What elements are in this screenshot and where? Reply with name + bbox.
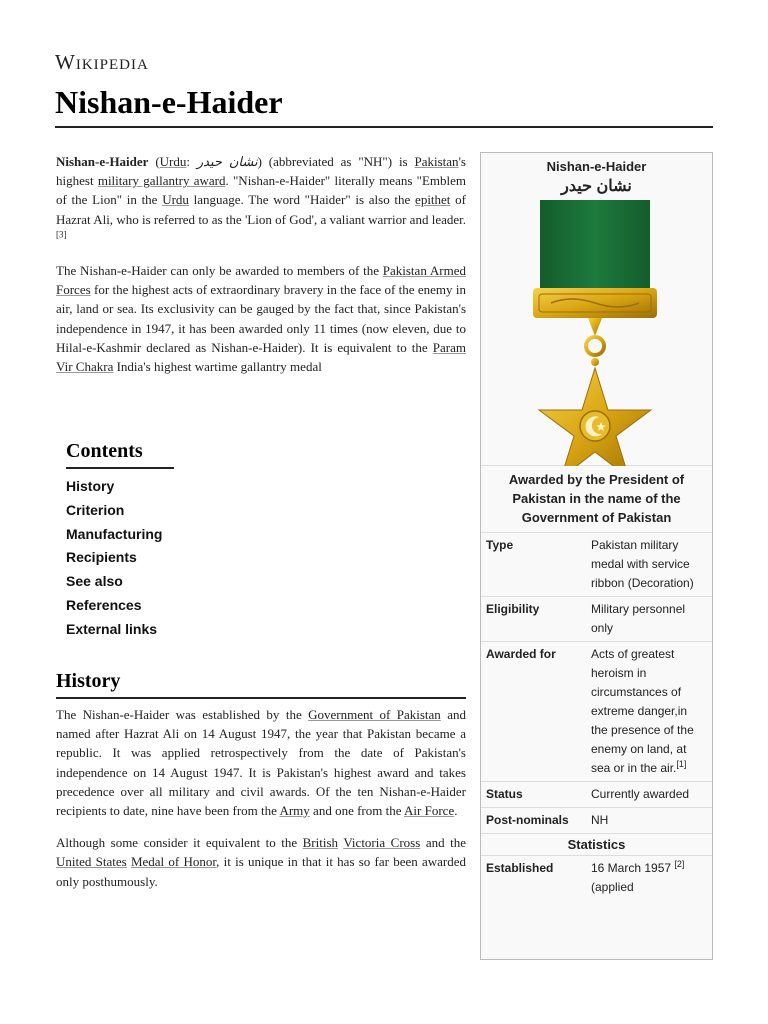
reference-1[interactable]: [1] — [676, 759, 687, 769]
united-states-link[interactable]: United States — [56, 854, 127, 870]
toc-list — [66, 475, 174, 642]
intro-section — [56, 152, 466, 389]
toc-item-manufacturing[interactable]: Manufacturing — [66, 525, 163, 542]
infobox-title: Nishan-e-Haider — [546, 159, 647, 174]
medal-suspension-ring — [586, 337, 604, 355]
medal-of-honor-link[interactable]: Medal of Honor — [130, 854, 217, 870]
history-divider — [56, 697, 466, 699]
toc-item-external-links[interactable]: External links — [66, 620, 158, 637]
infobox — [480, 152, 713, 960]
urdu-link[interactable]: Urdu — [159, 154, 187, 169]
infobox-row-awarded-for: Awarded for Acts of greatest heroism in circumstances of extreme danger,in the presence of the enemy on land, at sea or in the air.[1] — [481, 642, 712, 782]
reference-3[interactable]: [3] — [56, 229, 67, 240]
epithet-link[interactable]: epithet — [415, 192, 451, 208]
article-subject: Nishan-e-Haider — [56, 154, 149, 169]
infobox-urdu-title: نشان حیدر — [561, 178, 632, 195]
toc-item-references[interactable]: References — [66, 596, 142, 613]
military-gallantry-award-link[interactable]: military gallantry award — [97, 173, 226, 189]
toc-item-history[interactable]: History — [66, 478, 115, 494]
param-vir-chakra-link[interactable]: Param Vir Chakra — [56, 339, 466, 375]
history-heading: History — [56, 670, 121, 692]
urdu-name: نشان حیدر — [196, 154, 258, 169]
government-of-pakistan-link[interactable]: Government of Pakistan — [308, 707, 441, 722]
medal-ribbon — [540, 200, 650, 292]
toc-item-recipients[interactable]: Recipients — [66, 549, 137, 566]
reference-2[interactable]: [2] — [674, 859, 685, 869]
medal-image[interactable] — [481, 196, 712, 466]
intro-paragraph-2: The Nishan-e-Haider can only be awarded to members of the Pakistan Armed Forces for the highest acts of extraordinary bravery in the face of the enemy in air, land or sea. Its exclusivity can be gauged by the fact that, since Pakistan's independence in 1947, it has been awarded only 11 times (now eleven, due to Hilal-e-Kashmir declared as Nishan-e-Haider). It is equivalent to the Param Vir Chakra India's highest wartime gallantry medal — [56, 263, 466, 375]
army-link[interactable]: Army — [279, 803, 310, 819]
wikipedia-logo[interactable]: Wikipedia — [55, 50, 149, 74]
urdu-language-link[interactable]: Urdu — [162, 192, 189, 208]
history-paragraph-2: Although some consider it equivalent to the British Victoria Cross and the United States Medal of Honor, it is unique in that it has so far been awarded only posthumously. — [56, 835, 467, 889]
infobox-row-post-nominals: Post-nominals NH — [481, 808, 712, 834]
table-of-contents — [66, 440, 174, 642]
victoria-cross-link[interactable]: Victoria Cross — [343, 835, 421, 851]
infobox-row-eligibility: Eligibility Military personnel only — [481, 597, 712, 642]
pakistan-armed-forces-link[interactable]: Pakistan Armed Forces — [56, 263, 466, 298]
infobox-caption: Awarded by the President of Pakistan in the name of the Government of Pakistan — [481, 466, 712, 533]
infobox-statistics-heading: Statistics — [481, 834, 712, 856]
history-paragraph-1: The Nishan-e-Haider was established by the Government of Pakistan and named after Hazrat Ali on 14 August 1947, the year that Pakistan became a republic. It was applied retrospectively from the date of Pakistan's independence on 14 August 1947. It is Pakistan's highest award and takes precedence over all military and civil awards. Of the ten Nishan-e-Haider recipients to date, nine have been from the Army and one from the Air Force. — [56, 707, 466, 819]
intro-paragraph-1: Nishan-e-Haider (Urdu: نشان حیدر) (abbreviated as "NH") is Pakistan's highest military gallantry award. "Nishan-e-Haider" literally means "Emblem of the Lion" in the Urdu language. The word "Haider" is also the epithet of Hazrat Ali, who is referred to as the 'Lion of God', a valiant warrior and leader.[3] — [56, 154, 467, 240]
toc-title: Contents — [66, 440, 174, 469]
toc-item-see-also[interactable]: See also — [66, 573, 123, 590]
history-section — [56, 705, 466, 904]
page-title: Nishan-e-Haider — [55, 84, 283, 120]
title-divider — [55, 126, 713, 128]
british-link[interactable]: British — [302, 835, 339, 851]
infobox-row-established: Established 16 March 1957 [2] (applied — [486, 859, 685, 894]
infobox-row-status: Status Currently awarded — [481, 782, 712, 808]
infobox-row-type: Type Pakistan military medal with service ribbon (Decoration) — [481, 533, 712, 597]
toc-item-criterion[interactable]: Criterion — [66, 501, 125, 518]
pakistan-link[interactable]: Pakistan — [414, 154, 459, 169]
air-force-link[interactable]: Air Force — [404, 803, 455, 819]
medal-illustration — [481, 196, 712, 466]
